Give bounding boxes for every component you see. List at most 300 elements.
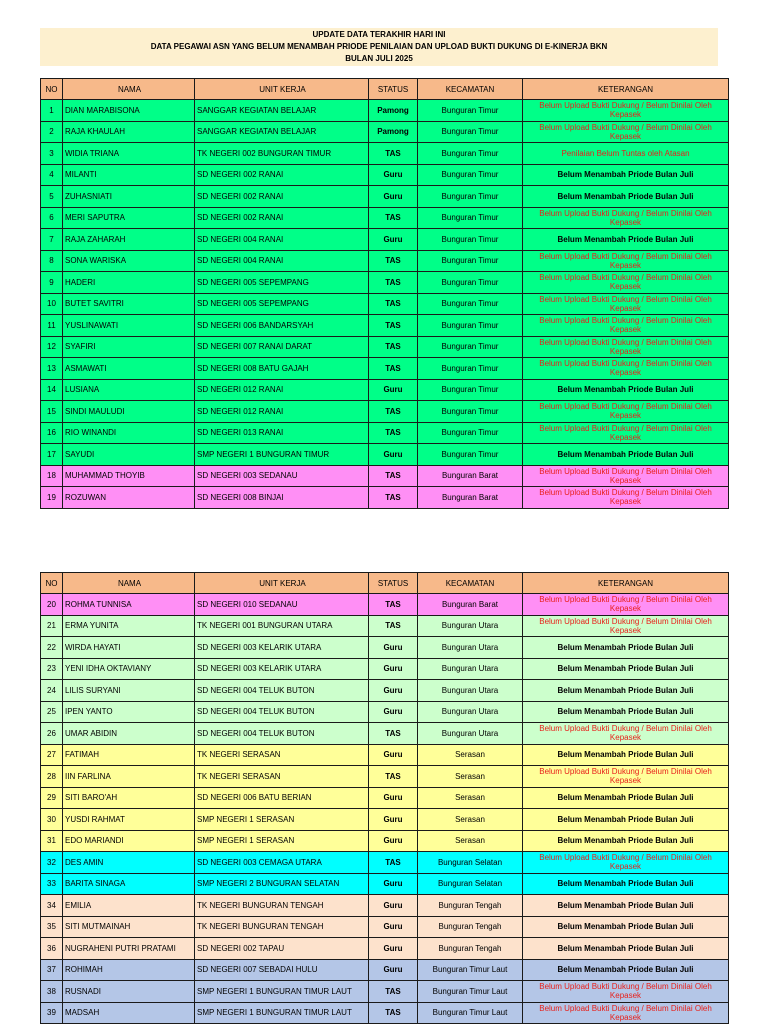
col-header-kecamatan: KECAMATAN [418, 573, 523, 594]
table-row [41, 766, 729, 788]
cell-status: TAS [369, 487, 418, 509]
cell-keterangan [523, 787, 729, 809]
cell-no: 31 [41, 830, 63, 852]
table-row [41, 121, 729, 143]
table-row [41, 594, 729, 616]
cell-kecamatan: Serasan [418, 830, 523, 852]
cell-no: 17 [41, 444, 63, 466]
cell-nama: SONA WARISKA [63, 250, 195, 272]
col-header-no: NO [41, 79, 63, 100]
cell-status: Pamong [369, 100, 418, 122]
cell-keterangan [523, 615, 729, 637]
cell-status: TAS [369, 422, 418, 444]
cell-kecamatan: Bunguran Timur [418, 422, 523, 444]
cell-nama: MADSAH [63, 1002, 195, 1024]
cell-no: 32 [41, 852, 63, 874]
table-row [41, 852, 729, 874]
cell-status: Guru [369, 809, 418, 831]
cell-kecamatan: Bunguran Barat [418, 487, 523, 509]
cell-nama: MERI SAPUTRA [63, 207, 195, 229]
cell-keterangan [523, 143, 729, 165]
cell-keterangan [523, 938, 729, 960]
cell-nama: SITI BARO'AH [63, 787, 195, 809]
cell-kecamatan: Bunguran Utara [418, 615, 523, 637]
cell-kecamatan: Bunguran Timur [418, 272, 523, 294]
cell-kecamatan: Bunguran Tengah [418, 895, 523, 917]
cell-unit-kerja: SD NEGERI 003 SEDANAU [195, 465, 369, 487]
cell-kecamatan: Bunguran Barat [418, 465, 523, 487]
keterangan-text: Belum Menambah Priode Bulan Juli [557, 750, 694, 760]
col-header-nama: NAMA [63, 573, 195, 594]
cell-keterangan [523, 809, 729, 831]
cell-unit-kerja: TK NEGERI SERASAN [195, 744, 369, 766]
cell-kecamatan: Bunguran Timur [418, 207, 523, 229]
cell-keterangan [523, 164, 729, 186]
table-row [41, 143, 729, 165]
table-row [41, 981, 729, 1003]
keterangan-text: Belum Upload Bukti Dukung / Belum Dinilai Oleh Kepasek [539, 208, 712, 227]
cell-nama: IPEN YANTO [63, 701, 195, 723]
cell-status: Guru [369, 895, 418, 917]
cell-nama: ROHMA TUNNISA [63, 594, 195, 616]
keterangan-text: Belum Menambah Priode Bulan Juli [557, 664, 694, 674]
cell-status: Guru [369, 379, 418, 401]
cell-no: 6 [41, 207, 63, 229]
cell-keterangan [523, 401, 729, 423]
cell-keterangan [523, 444, 729, 466]
cell-nama: HADERI [63, 272, 195, 294]
keterangan-text: Belum Upload Bukti Dukung / Belum Dinilai Oleh Kepasek [539, 466, 712, 485]
keterangan-text: Belum Upload Bukti Dukung / Belum Dinilai Oleh Kepasek [539, 853, 712, 872]
cell-kecamatan: Serasan [418, 809, 523, 831]
cell-unit-kerja: SMP NEGERI 1 BUNGURAN TIMUR LAUT [195, 1002, 369, 1024]
keterangan-text: Belum Menambah Priode Bulan Juli [557, 385, 694, 395]
table-row [41, 744, 729, 766]
keterangan-text: Belum Upload Bukti Dukung / Belum Dinilai Oleh Kepasek [539, 337, 712, 356]
col-header-unit-kerja: UNIT KERJA [195, 79, 369, 100]
keterangan-text: Belum Menambah Priode Bulan Juli [557, 685, 694, 695]
cell-no: 2 [41, 121, 63, 143]
cell-keterangan [523, 272, 729, 294]
cell-keterangan [523, 916, 729, 938]
cell-no: 16 [41, 422, 63, 444]
keterangan-text: Belum Menambah Priode Bulan Juli [557, 170, 694, 180]
table-row [41, 637, 729, 659]
table-row [41, 207, 729, 229]
cell-no: 20 [41, 594, 63, 616]
table-row [41, 680, 729, 702]
cell-keterangan [523, 336, 729, 358]
table-row [41, 723, 729, 745]
cell-unit-kerja: SANGGAR KEGIATAN BELAJAR [195, 121, 369, 143]
cell-unit-kerja: SMP NEGERI 1 BUNGURAN TIMUR LAUT [195, 981, 369, 1003]
cell-no: 37 [41, 959, 63, 981]
cell-no: 14 [41, 379, 63, 401]
cell-unit-kerja: SMP NEGERI 2 BUNGURAN SELATAN [195, 873, 369, 895]
cell-status: Guru [369, 229, 418, 251]
keterangan-text: Belum Menambah Priode Bulan Juli [557, 943, 694, 953]
cell-unit-kerja: SD NEGERI 006 BATU BERIAN [195, 787, 369, 809]
cell-kecamatan: Bunguran Utara [418, 637, 523, 659]
cell-unit-kerja: SD NEGERI 003 CEMAGA UTARA [195, 852, 369, 874]
table-body-2 [41, 594, 729, 1024]
keterangan-text: Belum Menambah Priode Bulan Juli [557, 642, 694, 652]
cell-unit-kerja: SD NEGERI 003 KELARIK UTARA [195, 658, 369, 680]
cell-status: Guru [369, 637, 418, 659]
employee-table-1 [40, 78, 729, 509]
cell-unit-kerja: SD NEGERI 008 BINJAI [195, 487, 369, 509]
cell-kecamatan: Bunguran Utara [418, 701, 523, 723]
cell-unit-kerja: TK NEGERI SERASAN [195, 766, 369, 788]
cell-nama: YUSDI RAHMAT [63, 809, 195, 831]
cell-status: TAS [369, 207, 418, 229]
cell-nama: ROZUWAN [63, 487, 195, 509]
keterangan-text: Belum Upload Bukti Dukung / Belum Dinilai Oleh Kepasek [539, 402, 712, 421]
cell-kecamatan: Bunguran Barat [418, 594, 523, 616]
table-row [41, 809, 729, 831]
keterangan-text: Belum Upload Bukti Dukung / Belum Dinilai Oleh Kepasek [539, 595, 712, 614]
cell-status: TAS [369, 723, 418, 745]
cell-no: 25 [41, 701, 63, 723]
cell-no: 5 [41, 186, 63, 208]
cell-kecamatan: Bunguran Timur Laut [418, 959, 523, 981]
cell-unit-kerja: SD NEGERI 006 BANDARSYAH [195, 315, 369, 337]
cell-keterangan [523, 1002, 729, 1024]
col-header-nama: NAMA [63, 79, 195, 100]
col-header-keterangan: KETERANGAN [523, 573, 729, 594]
cell-no: 1 [41, 100, 63, 122]
table-row [41, 701, 729, 723]
cell-nama: IIN FARLINA [63, 766, 195, 788]
cell-unit-kerja: SD NEGERI 008 BATU GAJAH [195, 358, 369, 380]
cell-status: TAS [369, 852, 418, 874]
cell-nama: EDO MARIANDI [63, 830, 195, 852]
cell-status: TAS [369, 293, 418, 315]
cell-nama: YUSLINAWATI [63, 315, 195, 337]
cell-unit-kerja: TK NEGERI 002 BUNGURAN TIMUR [195, 143, 369, 165]
cell-status: TAS [369, 143, 418, 165]
cell-keterangan [523, 873, 729, 895]
table-row [41, 401, 729, 423]
keterangan-text: Belum Upload Bukti Dukung / Belum Dinilai Oleh Kepasek [539, 359, 712, 378]
cell-status: Guru [369, 680, 418, 702]
cell-status: Guru [369, 658, 418, 680]
cell-no: 28 [41, 766, 63, 788]
cell-nama: MUHAMMAD THOYIB [63, 465, 195, 487]
cell-keterangan [523, 701, 729, 723]
cell-no: 4 [41, 164, 63, 186]
cell-nama: ROHIMAH [63, 959, 195, 981]
cell-status: Guru [369, 938, 418, 960]
keterangan-text: Belum Upload Bukti Dukung / Belum Dinilai Oleh Kepasek [539, 294, 712, 313]
report-title-block [40, 28, 718, 66]
table-row [41, 422, 729, 444]
keterangan-text: Belum Menambah Priode Bulan Juli [557, 965, 694, 975]
table-row [41, 873, 729, 895]
cell-status: TAS [369, 336, 418, 358]
cell-no: 30 [41, 809, 63, 831]
cell-nama: WIDIA TRIANA [63, 143, 195, 165]
cell-nama: SITI MUTMAINAH [63, 916, 195, 938]
cell-nama: ZUHASNIATI [63, 186, 195, 208]
cell-unit-kerja: SD NEGERI 004 TELUK BUTON [195, 680, 369, 702]
cell-keterangan [523, 744, 729, 766]
table-row [41, 229, 729, 251]
cell-kecamatan: Bunguran Timur Laut [418, 1002, 523, 1024]
cell-nama: EMILIA [63, 895, 195, 917]
cell-no: 7 [41, 229, 63, 251]
table-row [41, 465, 729, 487]
table-row [41, 658, 729, 680]
cell-status: Guru [369, 186, 418, 208]
keterangan-text: Belum Menambah Priode Bulan Juli [557, 922, 694, 932]
cell-unit-kerja: SMP NEGERI 1 SERASAN [195, 809, 369, 831]
cell-nama: LUSIANA [63, 379, 195, 401]
cell-status: Guru [369, 959, 418, 981]
cell-nama: SINDI MAULUDI [63, 401, 195, 423]
cell-no: 23 [41, 658, 63, 680]
cell-keterangan [523, 229, 729, 251]
cell-nama: MILANTI [63, 164, 195, 186]
cell-unit-kerja: SD NEGERI 002 RANAI [195, 186, 369, 208]
keterangan-text: Belum Menambah Priode Bulan Juli [557, 707, 694, 717]
cell-keterangan [523, 637, 729, 659]
cell-no: 38 [41, 981, 63, 1003]
cell-no: 12 [41, 336, 63, 358]
cell-no: 29 [41, 787, 63, 809]
keterangan-text: Belum Menambah Priode Bulan Juli [557, 836, 694, 846]
cell-nama: BUTET SAVITRI [63, 293, 195, 315]
table-row [41, 272, 729, 294]
cell-nama: NUGRAHENI PUTRI PRATAMI [63, 938, 195, 960]
cell-keterangan [523, 594, 729, 616]
cell-no: 22 [41, 637, 63, 659]
cell-nama: SAYUDI [63, 444, 195, 466]
cell-status: TAS [369, 615, 418, 637]
keterangan-text: Belum Upload Bukti Dukung / Belum Dinilai Oleh Kepasek [539, 316, 712, 335]
cell-keterangan [523, 680, 729, 702]
keterangan-text: Belum Menambah Priode Bulan Juli [557, 449, 694, 459]
table-row [41, 787, 729, 809]
cell-unit-kerja: SD NEGERI 002 RANAI [195, 164, 369, 186]
cell-no: 33 [41, 873, 63, 895]
cell-no: 13 [41, 358, 63, 380]
cell-kecamatan: Bunguran Timur [418, 250, 523, 272]
table-row [41, 315, 729, 337]
keterangan-text: Belum Upload Bukti Dukung / Belum Dinilai Oleh Kepasek [539, 101, 712, 120]
cell-unit-kerja: SD NEGERI 003 KELARIK UTARA [195, 637, 369, 659]
keterangan-text: Belum Menambah Priode Bulan Juli [557, 814, 694, 824]
cell-keterangan [523, 293, 729, 315]
keterangan-text: Belum Menambah Priode Bulan Juli [557, 234, 694, 244]
cell-keterangan [523, 981, 729, 1003]
cell-no: 27 [41, 744, 63, 766]
cell-unit-kerja: TK NEGERI BUNGURAN TENGAH [195, 895, 369, 917]
cell-kecamatan: Bunguran Timur [418, 100, 523, 122]
cell-status: TAS [369, 1002, 418, 1024]
cell-kecamatan: Serasan [418, 766, 523, 788]
cell-nama: DES AMIN [63, 852, 195, 874]
cell-unit-kerja: SD NEGERI 005 SEPEMPANG [195, 272, 369, 294]
cell-no: 15 [41, 401, 63, 423]
table-row [41, 444, 729, 466]
cell-unit-kerja: SD NEGERI 004 TELUK BUTON [195, 701, 369, 723]
table-row [41, 938, 729, 960]
cell-nama: RUSNADI [63, 981, 195, 1003]
cell-keterangan [523, 895, 729, 917]
cell-keterangan [523, 207, 729, 229]
cell-status: TAS [369, 315, 418, 337]
cell-keterangan [523, 358, 729, 380]
cell-no: 18 [41, 465, 63, 487]
cell-kecamatan: Bunguran Timur [418, 315, 523, 337]
cell-unit-kerja: SD NEGERI 004 RANAI [195, 229, 369, 251]
keterangan-text: Belum Menambah Priode Bulan Juli [557, 191, 694, 201]
cell-keterangan [523, 121, 729, 143]
cell-nama: FATIMAH [63, 744, 195, 766]
table-row [41, 186, 729, 208]
title-line-period: BULAN JULI 2025 [345, 54, 413, 63]
cell-status: Guru [369, 830, 418, 852]
keterangan-text: Penilaian Belum Tuntas oleh Atasan [561, 148, 690, 158]
cell-keterangan [523, 852, 729, 874]
cell-nama: UMAR ABIDIN [63, 723, 195, 745]
table-row [41, 830, 729, 852]
keterangan-text: Belum Upload Bukti Dukung / Belum Dinilai Oleh Kepasek [539, 982, 712, 1001]
cell-kecamatan: Bunguran Timur [418, 164, 523, 186]
table-row [41, 895, 729, 917]
employee-table-2 [40, 572, 729, 1024]
cell-kecamatan: Bunguran Timur [418, 121, 523, 143]
keterangan-text: Belum Upload Bukti Dukung / Belum Dinilai Oleh Kepasek [539, 273, 712, 292]
cell-unit-kerja: TK NEGERI BUNGURAN TENGAH [195, 916, 369, 938]
cell-unit-kerja: SD NEGERI 005 SEPEMPANG [195, 293, 369, 315]
cell-no: 39 [41, 1002, 63, 1024]
cell-unit-kerja: SD NEGERI 007 SEBADAI HULU [195, 959, 369, 981]
cell-no: 8 [41, 250, 63, 272]
cell-nama: RAJA KHAULAH [63, 121, 195, 143]
cell-status: TAS [369, 465, 418, 487]
cell-unit-kerja: SD NEGERI 004 TELUK BUTON [195, 723, 369, 745]
cell-nama: DIAN MARABISONA [63, 100, 195, 122]
title-line-description: DATA PEGAWAI ASN YANG BELUM MENAMBAH PRIODE PENILAIAN DAN UPLOAD BUKTI DUKUNG DI E-KINERJA BKN [150, 42, 608, 51]
cell-keterangan [523, 250, 729, 272]
cell-kecamatan: Bunguran Timur [418, 444, 523, 466]
cell-nama: WIRDA HAYATI [63, 637, 195, 659]
cell-no: 35 [41, 916, 63, 938]
cell-no: 34 [41, 895, 63, 917]
cell-kecamatan: Bunguran Utara [418, 680, 523, 702]
table-row [41, 1002, 729, 1024]
cell-unit-kerja: SD NEGERI 012 RANAI [195, 401, 369, 423]
cell-keterangan [523, 830, 729, 852]
cell-keterangan [523, 766, 729, 788]
keterangan-text: Belum Upload Bukti Dukung / Belum Dinilai Oleh Kepasek [539, 423, 712, 442]
table-row [41, 250, 729, 272]
cell-keterangan [523, 100, 729, 122]
cell-kecamatan: Serasan [418, 787, 523, 809]
cell-keterangan [523, 315, 729, 337]
cell-status: TAS [369, 401, 418, 423]
cell-no: 24 [41, 680, 63, 702]
cell-kecamatan: Bunguran Utara [418, 658, 523, 680]
table-row [41, 358, 729, 380]
keterangan-text: Belum Menambah Priode Bulan Juli [557, 900, 694, 910]
cell-status: Pamong [369, 121, 418, 143]
cell-kecamatan: Bunguran Timur [418, 143, 523, 165]
cell-keterangan [523, 487, 729, 509]
cell-unit-kerja: TK NEGERI 001 BUNGURAN UTARA [195, 615, 369, 637]
table-row [41, 487, 729, 509]
keterangan-text: Belum Upload Bukti Dukung / Belum Dinilai Oleh Kepasek [539, 251, 712, 270]
cell-keterangan [523, 465, 729, 487]
keterangan-text: Belum Upload Bukti Dukung / Belum Dinilai Oleh Kepasek [539, 488, 712, 507]
cell-unit-kerja: SD NEGERI 007 RANAI DARAT [195, 336, 369, 358]
cell-unit-kerja: SD NEGERI 002 RANAI [195, 207, 369, 229]
keterangan-text: Belum Menambah Priode Bulan Juli [557, 879, 694, 889]
cell-no: 11 [41, 315, 63, 337]
cell-unit-kerja: SD NEGERI 002 TAPAU [195, 938, 369, 960]
cell-status: TAS [369, 766, 418, 788]
cell-keterangan [523, 186, 729, 208]
cell-status: Guru [369, 164, 418, 186]
cell-status: Guru [369, 916, 418, 938]
cell-status: Guru [369, 744, 418, 766]
keterangan-text: Belum Upload Bukti Dukung / Belum Dinilai Oleh Kepasek [539, 616, 712, 635]
cell-kecamatan: Bunguran Timur [418, 379, 523, 401]
cell-nama: YENI IDHA OKTAVIANY [63, 658, 195, 680]
col-header-unit-kerja: UNIT KERJA [195, 573, 369, 594]
keterangan-text: Belum Upload Bukti Dukung / Belum Dinilai Oleh Kepasek [539, 122, 712, 141]
keterangan-text: Belum Menambah Priode Bulan Juli [557, 793, 694, 803]
keterangan-text: Belum Upload Bukti Dukung / Belum Dinilai Oleh Kepasek [539, 1003, 712, 1022]
cell-no: 26 [41, 723, 63, 745]
cell-nama: ASMAWATI [63, 358, 195, 380]
cell-nama: RIO WINANDI [63, 422, 195, 444]
table-row [41, 615, 729, 637]
table-row [41, 336, 729, 358]
table-header-row [41, 79, 729, 100]
cell-unit-kerja: SD NEGERI 013 RANAI [195, 422, 369, 444]
cell-nama: BARITA SINAGA [63, 873, 195, 895]
cell-kecamatan: Bunguran Utara [418, 723, 523, 745]
col-header-status: STATUS [369, 79, 418, 100]
cell-unit-kerja: SANGGAR KEGIATAN BELAJAR [195, 100, 369, 122]
cell-status: TAS [369, 358, 418, 380]
table-row [41, 379, 729, 401]
cell-kecamatan: Bunguran Selatan [418, 852, 523, 874]
cell-kecamatan: Bunguran Selatan [418, 873, 523, 895]
cell-status: TAS [369, 272, 418, 294]
cell-unit-kerja: SD NEGERI 004 RANAI [195, 250, 369, 272]
cell-status: TAS [369, 250, 418, 272]
cell-keterangan [523, 422, 729, 444]
cell-kecamatan: Bunguran Tengah [418, 916, 523, 938]
col-header-status: STATUS [369, 573, 418, 594]
cell-kecamatan: Bunguran Timur [418, 336, 523, 358]
cell-kecamatan: Serasan [418, 744, 523, 766]
cell-kecamatan: Bunguran Tengah [418, 938, 523, 960]
cell-status: Guru [369, 873, 418, 895]
cell-status: TAS [369, 594, 418, 616]
table-row [41, 916, 729, 938]
cell-keterangan [523, 959, 729, 981]
keterangan-text: Belum Upload Bukti Dukung / Belum Dinilai Oleh Kepasek [539, 724, 712, 743]
table-body-1 [41, 100, 729, 509]
cell-no: 36 [41, 938, 63, 960]
cell-kecamatan: Bunguran Timur [418, 401, 523, 423]
cell-keterangan [523, 723, 729, 745]
